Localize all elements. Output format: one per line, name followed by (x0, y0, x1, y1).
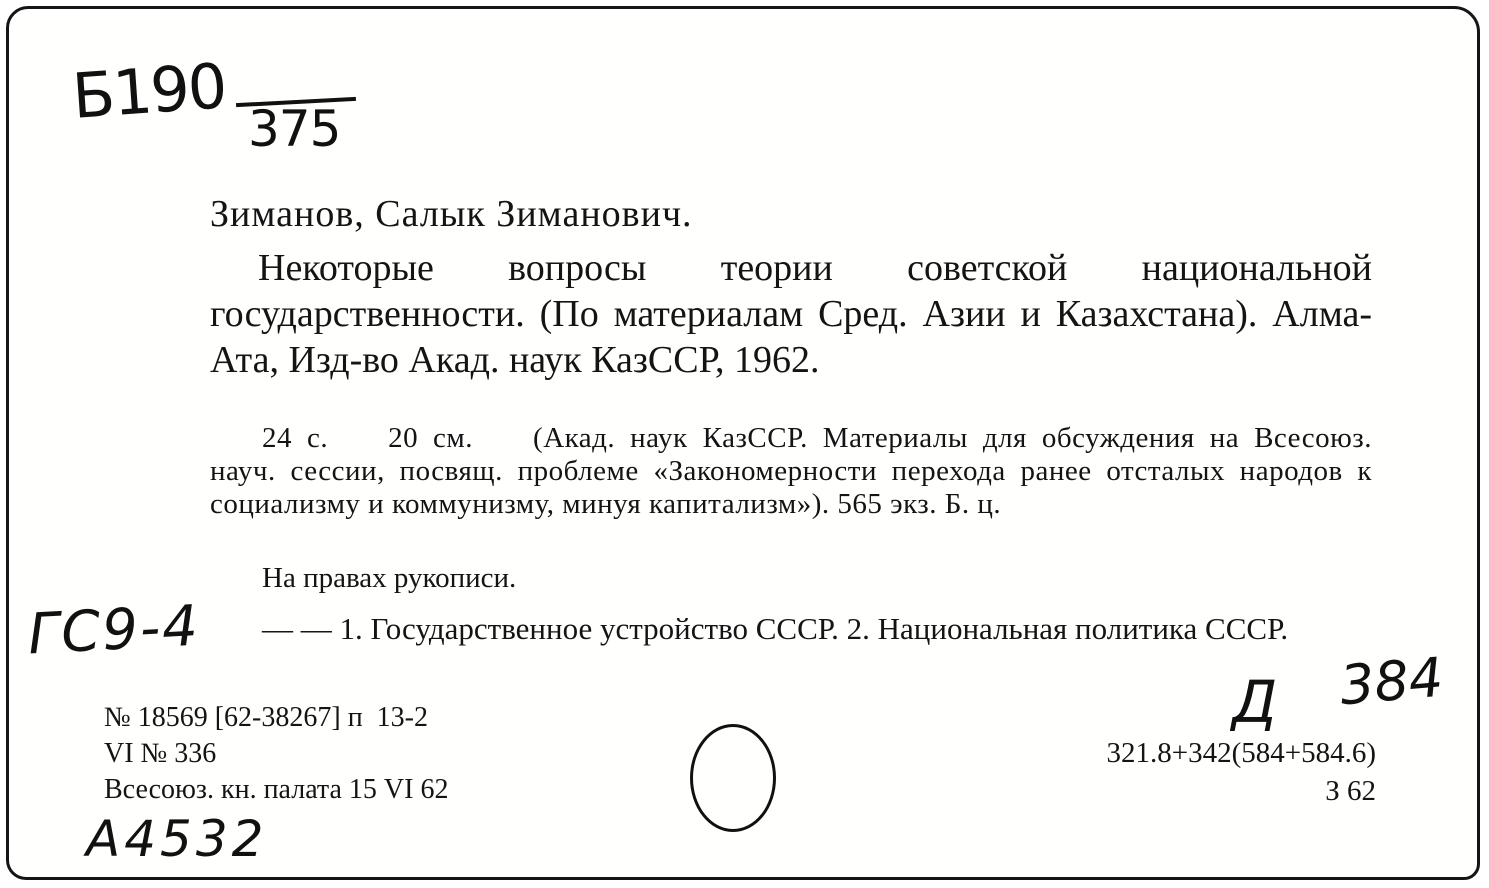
meta-right (1000, 734, 1376, 810)
punch-hole (690, 724, 776, 832)
author-mark: З 62 (1325, 775, 1376, 807)
handwritten-bottom: А4532 (86, 810, 268, 868)
meta-left-line: № 18569 [62-38267] п 13-2 (104, 702, 428, 733)
author-heading: Зиманов, Салык Зиманович. (210, 193, 693, 235)
classification-code: 321.8+342(584+584.6) (1106, 737, 1376, 769)
shelfmark-main: Б190 (70, 49, 228, 133)
size: 20 см. (388, 422, 474, 454)
meta-left-line: VI № 336 (104, 738, 217, 769)
shelfmark-sub: 375 (248, 100, 341, 158)
meta-left-line: Всесоюз. кн. палата 15 VI 62 (104, 774, 449, 805)
subjects-text: — — 1. Государственное устройство СССР. 2. Национальная политика СССР. (262, 611, 1289, 646)
collation-block (210, 422, 1372, 521)
meta-left (104, 700, 448, 808)
title-text: Некоторые вопросы теории советской национальной государственности. (По материалам Сред. Азии и Казахстана). Алма-Ата, Изд-во Акад. наук КазССР, 1962. (210, 247, 1372, 381)
title-block (210, 245, 1372, 383)
subjects-block (210, 612, 1372, 646)
handwritten-right-number: 384 (1337, 645, 1446, 718)
pages: 24 с. (262, 422, 329, 454)
handwritten-left: ГС9-4 (26, 593, 202, 668)
series-note: (Акад. наук КазССР. Материалы для обсуждения на Всесоюз. науч. сессии, посвящ. проблеме «Закономерности перехода ранее отсталых народов к социализму и коммунизму, минуя капитализм»). 565 экз. Б. ц. (210, 422, 1372, 520)
rights-note: На правах рукописи. (262, 562, 517, 594)
handwritten-right-letter: Д (1232, 668, 1278, 736)
